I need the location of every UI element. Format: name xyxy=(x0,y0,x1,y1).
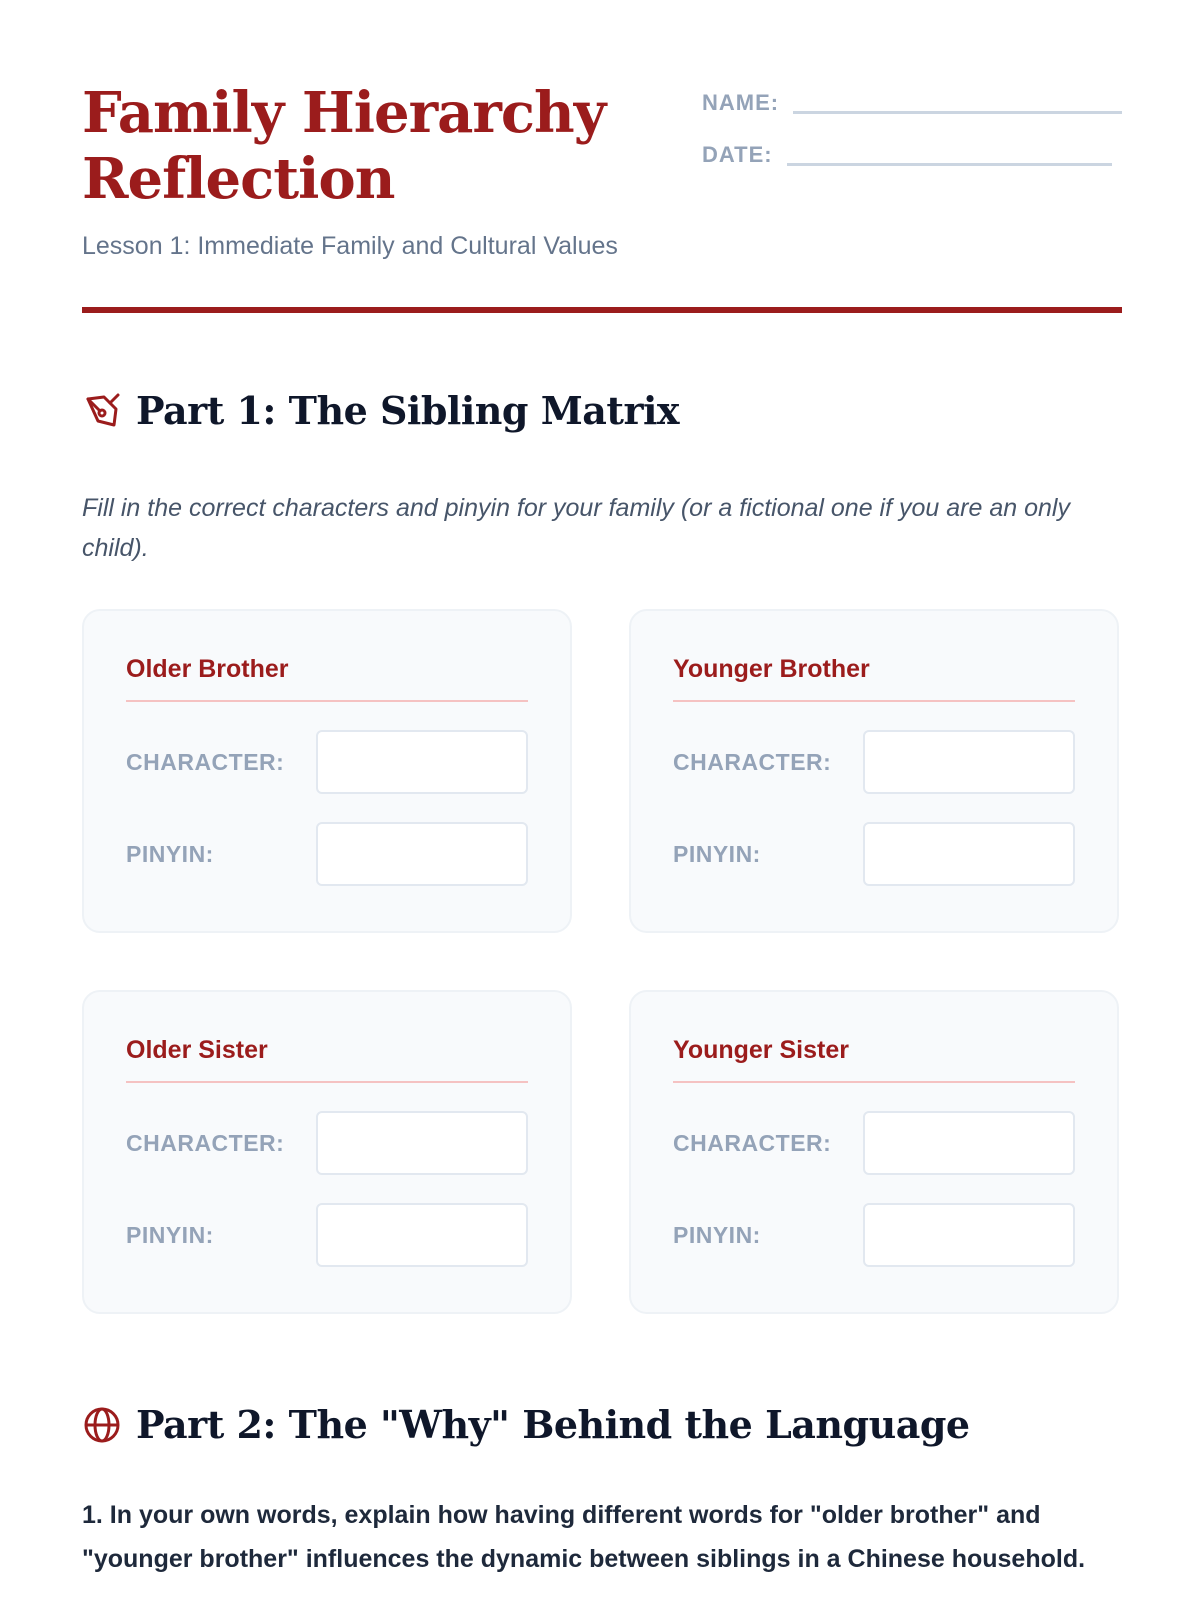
character-field xyxy=(673,730,1075,794)
character-field xyxy=(126,1111,528,1175)
part2-heading xyxy=(82,1402,970,1447)
header-divider xyxy=(82,307,1122,313)
pinyin-label: PINYIN: xyxy=(673,1221,761,1248)
card-title: Younger Brother xyxy=(673,655,1075,702)
part1-heading xyxy=(82,388,679,433)
character-label: CHARACTER: xyxy=(673,1129,832,1156)
character-input[interactable] xyxy=(863,730,1075,794)
pinyin-field xyxy=(673,1203,1075,1267)
card-title: Younger Sister xyxy=(673,1036,1075,1083)
pinyin-label: PINYIN: xyxy=(126,1221,214,1248)
character-field xyxy=(126,730,528,794)
pinyin-field xyxy=(126,822,528,886)
pinyin-input[interactable] xyxy=(316,1203,528,1267)
pinyin-label: PINYIN: xyxy=(126,840,214,867)
pinyin-field xyxy=(126,1203,528,1267)
globe-icon xyxy=(82,1405,122,1445)
name-label: NAME: xyxy=(702,90,780,115)
pinyin-label: PINYIN: xyxy=(673,840,761,867)
question-1: 1. In your own words, explain how having different words for "older brother" and "younger brother" influences the dynamic between siblings in a Chinese household. xyxy=(82,1501,1086,1573)
date-line[interactable] xyxy=(787,163,1112,166)
card-older-sister xyxy=(82,990,572,1314)
card-title: Older Brother xyxy=(126,655,528,702)
date-row xyxy=(702,136,1122,172)
worksheet-page xyxy=(82,0,1122,1600)
page-title: Family Hierarchy Reflection xyxy=(82,80,606,212)
student-info xyxy=(702,84,1122,188)
card-younger-sister xyxy=(629,990,1119,1314)
character-field xyxy=(673,1111,1075,1175)
character-input[interactable] xyxy=(316,730,528,794)
pinyin-input[interactable] xyxy=(863,1203,1075,1267)
character-label: CHARACTER: xyxy=(673,748,832,775)
pen-nib-icon xyxy=(82,391,122,431)
part2-title: Part 2: The "Why" Behind the Language xyxy=(136,1402,970,1447)
date-label: DATE: xyxy=(702,142,773,167)
pinyin-input[interactable] xyxy=(316,822,528,886)
character-input[interactable] xyxy=(316,1111,528,1175)
part1-instructions: Fill in the correct characters and pinyin for your family (or a fictional one if you are an only child). xyxy=(82,494,1070,562)
card-younger-brother xyxy=(629,609,1119,933)
name-row xyxy=(702,84,1122,120)
card-title: Older Sister xyxy=(126,1036,528,1083)
part1-title: Part 1: The Sibling Matrix xyxy=(136,388,680,433)
name-line[interactable] xyxy=(793,111,1122,114)
card-older-brother xyxy=(82,609,572,933)
character-label: CHARACTER: xyxy=(126,748,285,775)
page-subtitle: Lesson 1: Immediate Family and Cultural Values xyxy=(82,232,618,260)
pinyin-input[interactable] xyxy=(863,822,1075,886)
character-input[interactable] xyxy=(863,1111,1075,1175)
pinyin-field xyxy=(673,822,1075,886)
character-label: CHARACTER: xyxy=(126,1129,285,1156)
